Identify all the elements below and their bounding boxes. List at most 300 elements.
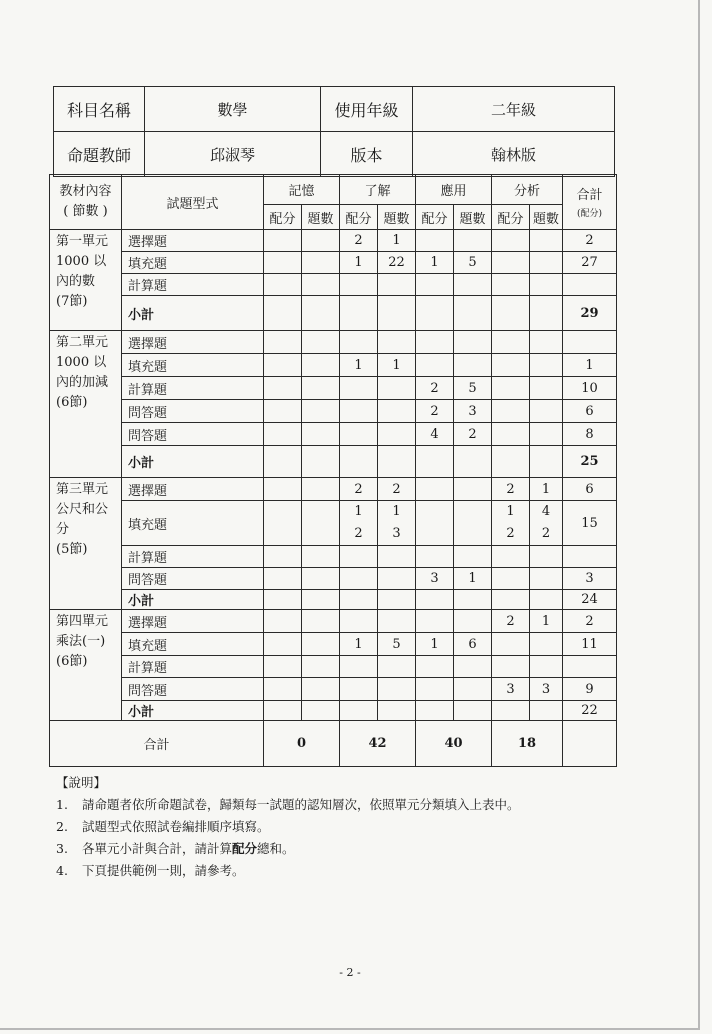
unit-name-line: (6節) — [56, 654, 88, 669]
value-cell — [492, 568, 530, 590]
grand-total-value: 40 — [416, 721, 492, 767]
value-cell: 1 — [340, 252, 378, 274]
value-cell — [378, 377, 416, 400]
row-total: 9 — [563, 678, 617, 701]
question-type: 填充題 — [122, 354, 264, 377]
category-analyze: 分析 — [492, 175, 563, 205]
score-subheader: 配分 — [264, 205, 302, 230]
grand-total-value — [563, 721, 617, 767]
value-cell: 1 — [416, 633, 454, 656]
question-type: 問答題 — [122, 568, 264, 590]
value-cell — [264, 296, 302, 331]
value-cell — [530, 296, 563, 331]
subtotal-row — [50, 701, 617, 721]
notes-section — [56, 772, 520, 882]
question-type: 問答題 — [122, 678, 264, 701]
value-cell: 1 — [530, 478, 563, 501]
value-cell — [454, 331, 492, 354]
question-type: 選擇題 — [122, 610, 264, 633]
count-subheader: 題數 — [530, 205, 563, 230]
note-text: 請命題者依所命題試卷，歸類每一試題的認知層次，依照單元分類填入上表中。 — [82, 797, 520, 812]
value-line: 2 — [541, 526, 551, 541]
value-cell — [340, 400, 378, 423]
value-cell — [302, 546, 340, 568]
unit-name-line: 第四單元 — [56, 614, 109, 629]
value-cell — [416, 354, 454, 377]
value-cell — [340, 590, 378, 610]
question-type: 填充題 — [122, 501, 264, 546]
subtotal-value: 22 — [563, 701, 617, 721]
value-cell — [264, 377, 302, 400]
value-cell — [378, 546, 416, 568]
value-line: 1 — [506, 504, 515, 519]
value-cell — [416, 446, 454, 478]
unit-name-line: (7節) — [56, 294, 88, 309]
value-cell — [378, 701, 416, 721]
table-row — [50, 423, 617, 446]
question-type: 計算題 — [122, 546, 264, 568]
row-total: 2 — [563, 230, 617, 252]
value-cell — [416, 274, 454, 296]
row-total — [563, 546, 617, 568]
value-cell — [492, 377, 530, 400]
unit-name — [50, 610, 122, 721]
value-cell — [302, 446, 340, 478]
value-cell — [340, 501, 378, 546]
category-understand: 了解 — [340, 175, 416, 205]
row-total: 8 — [563, 423, 617, 446]
question-type: 填充題 — [122, 252, 264, 274]
value-cell — [378, 590, 416, 610]
value-cell — [454, 656, 492, 678]
value-cell — [264, 478, 302, 501]
subject-label: 科目名稱 — [54, 87, 145, 132]
value-cell: 2 — [416, 400, 454, 423]
value-cell — [530, 423, 563, 446]
value-cell — [302, 296, 340, 331]
value-cell — [530, 446, 563, 478]
note-emphasis: 配分 — [232, 841, 258, 856]
value-cell — [264, 568, 302, 590]
value-cell — [378, 656, 416, 678]
value-cell — [492, 546, 530, 568]
subtotal-row — [50, 590, 617, 610]
row-total: 27 — [563, 252, 617, 274]
value-cell — [340, 446, 378, 478]
score-subheader: 配分 — [340, 205, 378, 230]
table-row — [50, 354, 617, 377]
value-cell — [264, 633, 302, 656]
value-cell — [302, 423, 340, 446]
value-cell — [492, 501, 530, 546]
row-total — [563, 331, 617, 354]
value-cell — [492, 354, 530, 377]
value-cell — [530, 230, 563, 252]
unit-name — [50, 230, 122, 331]
value-cell — [454, 296, 492, 331]
value-cell — [302, 274, 340, 296]
value-cell — [378, 446, 416, 478]
value-cell: 5 — [454, 377, 492, 400]
table-row — [50, 610, 617, 633]
unit-name-line: (5節) — [56, 542, 88, 557]
value-cell — [340, 568, 378, 590]
unit-name-line: (6節) — [56, 395, 88, 410]
value-cell — [492, 446, 530, 478]
value-cell — [530, 633, 563, 656]
value-cell: 2 — [416, 377, 454, 400]
subtotal-value: 29 — [563, 296, 617, 331]
value-cell — [530, 546, 563, 568]
value-cell — [416, 331, 454, 354]
value-cell — [416, 296, 454, 331]
subtotal-label: 小計 — [122, 296, 264, 331]
table-row — [50, 377, 617, 400]
subtotal-value: 25 — [563, 446, 617, 478]
value-cell: 5 — [454, 252, 492, 274]
value-cell — [302, 377, 340, 400]
table-row — [50, 478, 617, 501]
count-subheader: 題數 — [302, 205, 340, 230]
grand-total-value: 0 — [264, 721, 340, 767]
value-cell — [416, 701, 454, 721]
value-cell — [302, 656, 340, 678]
unit-name — [50, 478, 122, 610]
value-cell — [454, 230, 492, 252]
value-cell — [492, 274, 530, 296]
note-text: 各單元小計與合計，請計算 — [82, 841, 233, 856]
value-cell — [340, 296, 378, 331]
value-cell — [302, 501, 340, 546]
unit-name-line: 第一單元 — [56, 234, 109, 249]
value-cell — [492, 400, 530, 423]
table-row — [50, 678, 617, 701]
value-cell — [530, 656, 563, 678]
value-cell — [302, 230, 340, 252]
value-cell — [264, 331, 302, 354]
value-cell — [530, 274, 563, 296]
value-cell — [264, 400, 302, 423]
value-cell: 3 — [454, 400, 492, 423]
value-cell — [492, 633, 530, 656]
count-subheader: 題數 — [454, 205, 492, 230]
value-cell — [454, 354, 492, 377]
value-cell — [302, 478, 340, 501]
subtotal-row — [50, 296, 617, 331]
subtotal-label: 小計 — [122, 590, 264, 610]
unit-name-line: 1000 以 — [56, 355, 107, 370]
value-cell — [492, 252, 530, 274]
value-line: 3 — [392, 526, 401, 541]
value-cell — [264, 274, 302, 296]
table-row — [50, 568, 617, 590]
question-type: 選擇題 — [122, 478, 264, 501]
value-cell: 2 — [378, 478, 416, 501]
value-cell — [530, 568, 563, 590]
value-cell — [530, 252, 563, 274]
unit-name-line: 第二單元 — [56, 335, 109, 350]
spec-table — [49, 174, 617, 767]
value-cell — [340, 331, 378, 354]
value-cell — [302, 252, 340, 274]
unit-name-line: 1000 以 — [56, 254, 107, 269]
value-cell — [530, 590, 563, 610]
question-type: 選擇題 — [122, 331, 264, 354]
note-number: 3. — [56, 841, 68, 856]
value-cell — [378, 501, 416, 546]
unit-name-line: 分 — [56, 522, 70, 537]
value-cell: 1 — [378, 354, 416, 377]
total-header-label: 合計 — [576, 187, 603, 203]
value-line: 2 — [506, 526, 515, 541]
value-cell — [302, 633, 340, 656]
note-item — [56, 838, 520, 860]
value-cell — [378, 678, 416, 701]
score-subheader: 配分 — [492, 205, 530, 230]
value-cell — [302, 331, 340, 354]
version-value: 翰林版 — [413, 132, 615, 177]
row-total: 6 — [563, 400, 617, 423]
grade-label: 使用年級 — [321, 87, 413, 132]
value-cell — [416, 656, 454, 678]
content-header-line: ( 節數 ) — [63, 204, 108, 219]
value-cell — [454, 501, 492, 546]
value-cell — [492, 331, 530, 354]
note-item — [56, 816, 520, 838]
note-text: 總和。 — [257, 841, 295, 856]
value-cell — [530, 377, 563, 400]
value-cell: 2 — [340, 478, 378, 501]
value-cell: 1 — [454, 568, 492, 590]
value-line: 1 — [354, 504, 363, 519]
value-cell — [264, 610, 302, 633]
value-cell — [302, 400, 340, 423]
value-cell — [264, 230, 302, 252]
value-cell: 4 — [416, 423, 454, 446]
table-row — [50, 633, 617, 656]
value-cell: 6 — [454, 633, 492, 656]
row-total: 15 — [563, 501, 617, 546]
value-cell — [454, 274, 492, 296]
grand-total-value: 18 — [492, 721, 563, 767]
value-cell — [416, 230, 454, 252]
teacher-value: 邱淑琴 — [145, 132, 321, 177]
question-type: 問答題 — [122, 400, 264, 423]
total-header — [563, 175, 617, 230]
note-number: 4. — [56, 863, 68, 878]
row-total: 3 — [563, 568, 617, 590]
value-cell: 3 — [492, 678, 530, 701]
category-memory: 記憶 — [264, 175, 340, 205]
value-cell: 2 — [492, 478, 530, 501]
value-cell: 2 — [340, 230, 378, 252]
value-cell — [340, 274, 378, 296]
value-cell — [340, 423, 378, 446]
value-cell — [416, 610, 454, 633]
value-cell: 1 — [530, 610, 563, 633]
value-cell: 1 — [378, 230, 416, 252]
value-line: 1 — [392, 504, 401, 519]
score-subheader: 配分 — [416, 205, 454, 230]
note-item — [56, 860, 520, 882]
value-cell — [416, 678, 454, 701]
subject-value: 數學 — [145, 87, 321, 132]
value-cell: 2 — [492, 610, 530, 633]
value-cell — [264, 656, 302, 678]
value-cell — [264, 590, 302, 610]
value-cell — [492, 656, 530, 678]
value-cell — [492, 590, 530, 610]
value-cell — [264, 701, 302, 721]
unit-name-line: 第三單元 — [56, 482, 109, 497]
table-row — [50, 400, 617, 423]
value-cell — [530, 331, 563, 354]
value-cell — [454, 610, 492, 633]
value-cell — [454, 678, 492, 701]
notes-title: 【說明】 — [56, 775, 107, 790]
value-cell — [454, 446, 492, 478]
unit-name-line: 內的數 — [56, 274, 96, 289]
value-cell — [454, 546, 492, 568]
value-cell — [492, 230, 530, 252]
note-text: 下頁提供範例一則，請參考。 — [82, 863, 245, 878]
value-cell — [264, 546, 302, 568]
question-type: 計算題 — [122, 377, 264, 400]
value-cell — [492, 701, 530, 721]
value-cell — [264, 446, 302, 478]
value-cell — [416, 546, 454, 568]
type-header: 試題型式 — [122, 175, 264, 230]
row-total: 2 — [563, 610, 617, 633]
value-cell: 2 — [454, 423, 492, 446]
subtotal-value: 24 — [563, 590, 617, 610]
category-apply: 應用 — [416, 175, 492, 205]
value-cell — [264, 501, 302, 546]
count-subheader: 題數 — [378, 205, 416, 230]
value-cell — [454, 478, 492, 501]
value-cell — [264, 678, 302, 701]
unit-name-line: 內的加減 — [56, 375, 109, 390]
value-cell — [340, 656, 378, 678]
question-type: 計算題 — [122, 274, 264, 296]
content-header — [50, 175, 122, 230]
value-cell — [340, 678, 378, 701]
unit-name-line: 乘法(一) — [56, 634, 106, 649]
page-number: - 2 - — [339, 966, 361, 979]
grand-total-row — [50, 721, 617, 767]
value-cell — [340, 701, 378, 721]
value-cell: 22 — [378, 252, 416, 274]
question-type: 填充題 — [122, 633, 264, 656]
question-type: 計算題 — [122, 656, 264, 678]
table-row — [50, 230, 617, 252]
value-cell — [378, 331, 416, 354]
value-cell — [302, 678, 340, 701]
value-cell — [378, 568, 416, 590]
row-total: 11 — [563, 633, 617, 656]
value-line: 4 — [541, 504, 551, 519]
value-cell — [416, 478, 454, 501]
value-cell — [378, 274, 416, 296]
header-table — [53, 86, 615, 177]
value-cell — [264, 354, 302, 377]
question-type: 選擇題 — [122, 230, 264, 252]
value-line: 2 — [354, 526, 363, 541]
note-text: 試題型式依照試卷編排順序填寫。 — [82, 819, 270, 834]
version-label: 版本 — [321, 132, 413, 177]
value-cell — [340, 610, 378, 633]
content-header-line: 教材內容 — [59, 184, 112, 199]
value-cell: 3 — [416, 568, 454, 590]
value-cell — [492, 296, 530, 331]
value-cell — [302, 610, 340, 633]
value-cell — [302, 590, 340, 610]
value-cell — [492, 423, 530, 446]
table-row — [50, 252, 617, 274]
total-header-sub: (配分) — [577, 208, 603, 219]
value-cell — [530, 501, 563, 546]
grade-value: 二年級 — [413, 87, 615, 132]
value-cell — [264, 252, 302, 274]
table-row — [50, 331, 617, 354]
note-number: 2. — [56, 819, 68, 834]
value-cell — [416, 501, 454, 546]
subtotal-row — [50, 446, 617, 478]
value-cell — [530, 400, 563, 423]
question-type: 問答題 — [122, 423, 264, 446]
value-cell — [378, 610, 416, 633]
value-cell — [340, 546, 378, 568]
table-row — [50, 274, 617, 296]
grand-total-value: 42 — [340, 721, 416, 767]
note-number: 1. — [56, 797, 68, 812]
value-cell: 1 — [416, 252, 454, 274]
teacher-label: 命題教師 — [54, 132, 145, 177]
value-cell — [378, 400, 416, 423]
unit-name — [50, 331, 122, 478]
table-row — [50, 656, 617, 678]
value-cell — [302, 568, 340, 590]
value-cell — [530, 701, 563, 721]
row-total: 1 — [563, 354, 617, 377]
value-cell — [378, 423, 416, 446]
table-row — [50, 501, 617, 546]
value-cell: 1 — [340, 354, 378, 377]
value-cell — [378, 296, 416, 331]
value-cell — [302, 354, 340, 377]
unit-name-line: 公尺和公 — [56, 502, 109, 517]
value-cell — [340, 377, 378, 400]
subtotal-label: 小計 — [122, 701, 264, 721]
row-total — [563, 656, 617, 678]
note-item — [56, 794, 520, 816]
row-total: 6 — [563, 478, 617, 501]
value-cell — [416, 590, 454, 610]
value-cell: 3 — [530, 678, 563, 701]
value-cell — [302, 701, 340, 721]
value-cell — [454, 701, 492, 721]
grand-total-label: 合計 — [50, 721, 264, 767]
row-total — [563, 274, 617, 296]
table-row — [50, 546, 617, 568]
value-cell — [454, 590, 492, 610]
value-cell — [530, 354, 563, 377]
value-cell: 1 — [340, 633, 378, 656]
value-cell: 5 — [378, 633, 416, 656]
value-cell — [264, 423, 302, 446]
subtotal-label: 小計 — [122, 446, 264, 478]
row-total: 10 — [563, 377, 617, 400]
